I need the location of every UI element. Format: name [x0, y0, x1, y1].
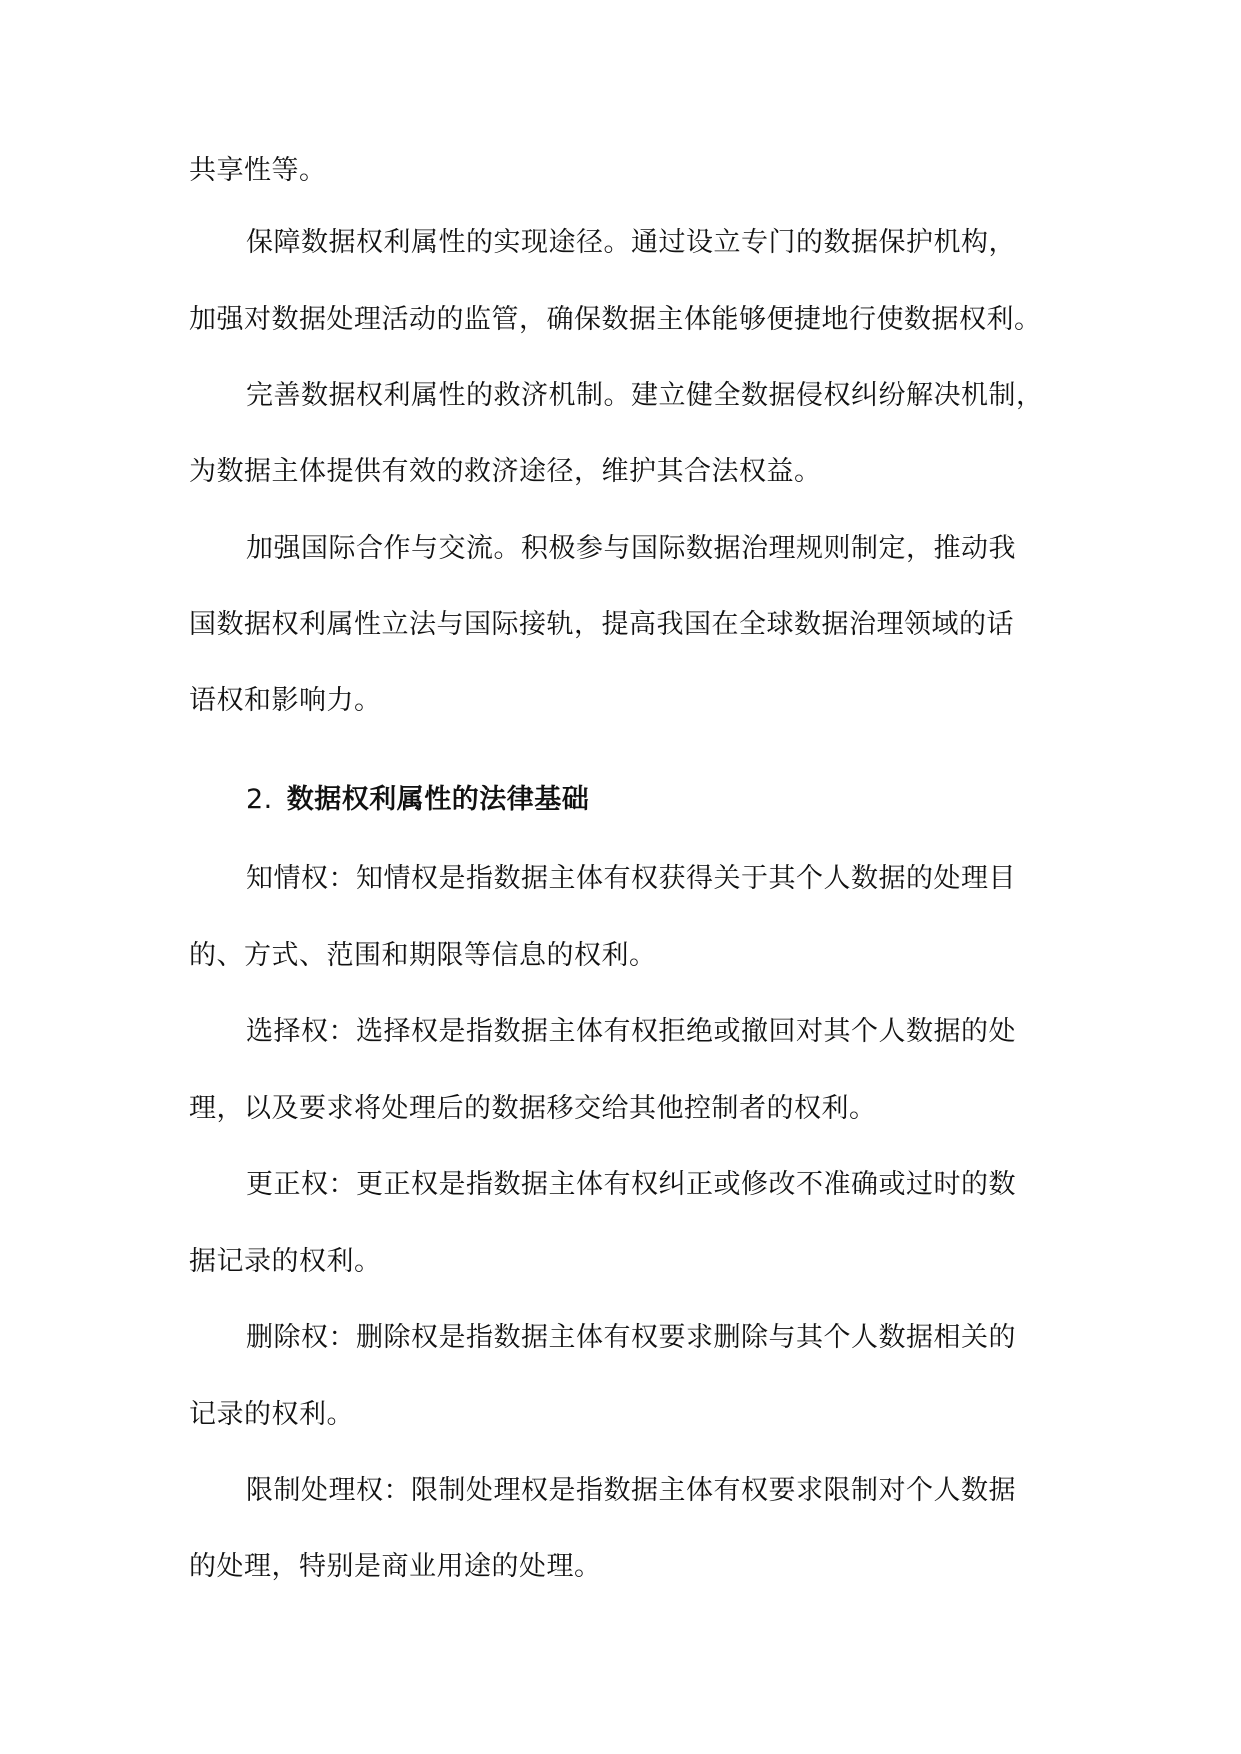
right-item-line: 限制处理权：限制处理权是指数据主体有权要求限制对个人数据 — [246, 1475, 1016, 1506]
paragraph-line: 加强国际合作与交流。积极参与国际数据治理规则制定，推动我 — [246, 533, 1016, 564]
right-item-line: 更正权：更正权是指数据主体有权纠正或修改不准确或过时的数 — [246, 1169, 1016, 1200]
right-item-line: 的处理，特别是商业用途的处理。 — [189, 1551, 602, 1582]
paragraph-line: 为数据主体提供有效的救济途径，维护其合法权益。 — [189, 456, 822, 487]
right-item-line: 选择权：选择权是指数据主体有权拒绝或撤回对其个人数据的处 — [246, 1016, 1016, 1047]
paragraph-line: 国数据权利属性立法与国际接轨，提高我国在全球数据治理领域的话 — [189, 609, 1014, 640]
paragraph-line: 加强对数据处理活动的监管，确保数据主体能够便捷地行使数据权利。 — [189, 304, 1042, 335]
right-item-line: 据记录的权利。 — [189, 1246, 382, 1277]
paragraph-line: 完善数据权利属性的救济机制。建立健全数据侵权纠纷解决机制， — [246, 380, 1044, 411]
right-item-line: 知情权：知情权是指数据主体有权获得关于其个人数据的处理目 — [246, 863, 1016, 894]
section-title: 数据权利属性的法律基础 — [286, 784, 590, 815]
right-item-line: 理，以及要求将处理后的数据移交给其他控制者的权利。 — [189, 1093, 877, 1124]
paragraph-line: 保障数据权利属性的实现途径。通过设立专门的数据保护机构， — [246, 227, 1016, 258]
section-heading — [246, 782, 1059, 818]
section-number: 2. — [246, 784, 273, 815]
right-item-line: 的、方式、范围和期限等信息的权利。 — [189, 940, 657, 971]
paragraph-line: 共享性等。 — [189, 155, 327, 186]
right-item-line: 记录的权利。 — [189, 1399, 354, 1430]
paragraph-line: 语权和影响力。 — [189, 685, 382, 716]
right-item-line: 删除权：删除权是指数据主体有权要求删除与其个人数据相关的 — [246, 1322, 1016, 1353]
